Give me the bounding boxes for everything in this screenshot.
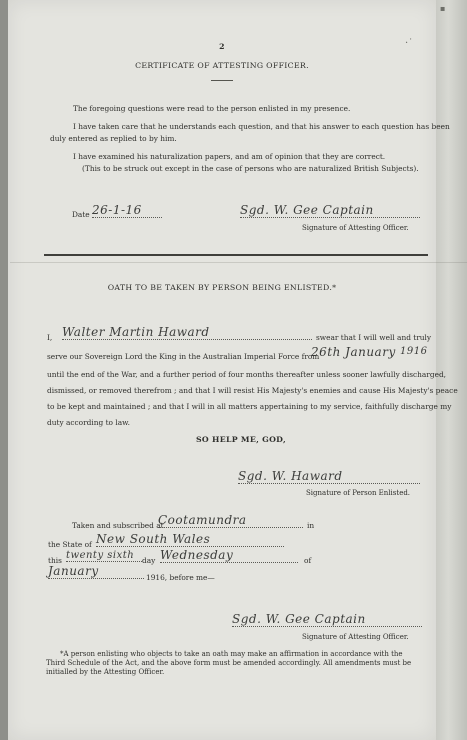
enlistee-signature-caption: Signature of Person Enlisted. (306, 489, 411, 497)
oath-line4: dismissed, or removed therefrom ; and that I will resist His Majesty's enemies and cause His Majesty's peace (47, 386, 458, 395)
weekday-value: Wednesday (160, 548, 298, 563)
margin-mark: ·˙ (405, 38, 414, 49)
section-divider (44, 254, 428, 256)
taken-subscribed-label: Taken and subscribed at (72, 521, 164, 530)
footnote-line1: *A person enlisting who objects to take an oath may make an affirmation in accordance with the (60, 650, 403, 658)
enlistment-year: 1916 (400, 346, 428, 357)
certificate-para2-line2: duly entered as replied to by him. (50, 134, 177, 143)
enlistee-signature: Sgd. W. Haward (238, 469, 420, 484)
footnote-line2: Third Schedule of the Act, and the above form must be amended accordingly. All amendments must be (46, 659, 412, 667)
of-label: of (304, 556, 312, 565)
in-label: in (307, 521, 315, 530)
oath-line1-rest: swear that I will well and truly (316, 333, 432, 342)
month-value: January (48, 564, 144, 579)
oath-line2: serve our Sovereign Lord the King in the Australian Imperial Force from (47, 352, 320, 361)
certificate-para3: I have examined his naturalization papers, and am of opinion that they are correct. (73, 152, 386, 161)
title-underline (211, 80, 233, 81)
footnote-line3: initialled by the Attesting Officer. (46, 668, 165, 676)
day-value: twenty sixth (66, 550, 142, 562)
state-label: the State of (48, 540, 92, 549)
place-value: Cootamundra (158, 513, 303, 528)
attesting-officer-caption: Signature of Attesting Officer. (302, 224, 409, 232)
enlistee-name: Walter Martin Haward (62, 325, 312, 340)
date-label: Date (72, 210, 90, 219)
margin-mark: ▪ (440, 4, 446, 13)
oath-i-label: I, (47, 333, 53, 342)
certificate-para4: (This to be struck out except in the case of persons who are naturalized British Subjects). (82, 164, 419, 173)
year-before-me: 1916, before me— (146, 573, 215, 582)
so-help-me-god: SO HELP ME, GOD, (196, 435, 286, 444)
oath-line5: to be kept and maintained ; and that I will in all matters appertaining to my service, faithfully discharge my (47, 402, 452, 411)
fold-crease (10, 262, 467, 263)
this-label: this (48, 556, 62, 565)
attesting-officer-signature: Sgd. W. Gee Captain (240, 203, 420, 218)
certificate-para2-line1: I have taken care that he understands each question, and that his answer to each question has been (73, 122, 450, 131)
day-label: day (142, 556, 156, 565)
oath-title: OATH TO BE TAKEN BY PERSON BEING ENLISTED.* (107, 283, 337, 292)
attesting-officer-caption-2: Signature of Attesting Officer. (302, 633, 409, 641)
page-number: 2 (219, 42, 225, 51)
attesting-officer-signature-2: Sgd. W. Gee Captain (232, 612, 422, 627)
enlistment-from-date: 26th January (311, 345, 396, 359)
certificate-title: CERTIFICATE OF ATTESTING OFFICER. (135, 61, 309, 70)
date-value: 26-1-16 (92, 203, 162, 218)
state-value: New South Wales (96, 532, 284, 547)
oath-line3: until the end of the War, and a further period of four months thereafter unless sooner lawfully discharged, (47, 370, 447, 379)
oath-line6: duty according to law. (47, 418, 130, 427)
certificate-para1: The foregoing questions were read to the person enlisted in my presence. (73, 104, 351, 113)
